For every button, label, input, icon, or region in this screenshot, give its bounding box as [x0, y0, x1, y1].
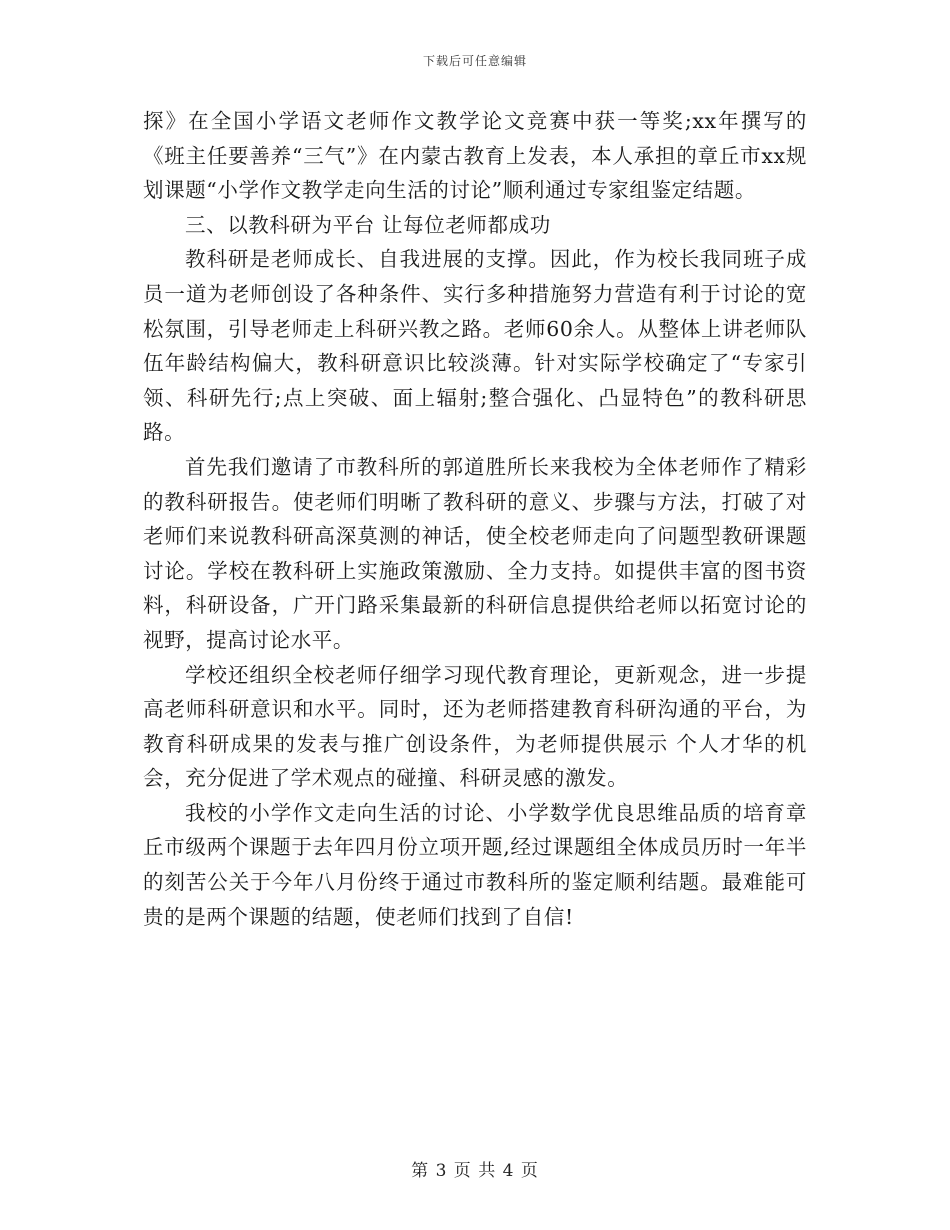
page-number: 第 3 页 共 4 页: [411, 1161, 539, 1181]
paragraph-theory-study: 学校还组织全校老师仔细学习现代教育理论，更新观念，进一步提高老师科研意识和水平。同时，还为老师搭建教育科研沟通的平台，为教育科研成果的发表与推广创设条件，为老师提供展示 个人才华的机会，充分促进了学术观点的碰撞、科研灵感的激发。: [143, 662, 807, 791]
paragraph-continuation: 探》在全国小学语文老师作文教学论文竞赛中获一等奖;xx年撰写的《班主任要善养“三气”》在内蒙古教育上发表，本人承担的章丘市xx规划课题“小学作文教学走向生活的讨论”顺利通过专家组鉴定结题。: [143, 109, 807, 203]
document-body: [143, 104, 807, 934]
paragraph-expert-report: 首先我们邀请了市教科所的郭道胜所长来我校为全体老师作了精彩的教科研报告。使老师们明晰了教科研的意义、步骤与方法，打破了对老师们来说教科研高深莫测的神话，使全校老师走向了问题型教研课题讨论。学校在教科研上实施政策激励、全力支持。如提供丰富的图书资料，科研设备，广开门路采集最新的科研信息提供给老师以拓宽讨论的视野，提高讨论水平。: [143, 454, 807, 652]
paragraph-research-support: 教科研是老师成长、自我进展的支撑。因此，作为校长我同班子成员一道为老师创设了各种条件、实行多种措施努力营造有利于讨论的宽松氛围，引导老师走上科研兴教之路。老师60余人。从整体上讲老师队伍年龄结构偏大，教科研意识比较淡薄。针对实际学校确定了“专家引领、科研先行;点上突破、面上辐射;整合强化、凸显特色”的教科研思路。: [143, 247, 807, 445]
header-note: 下载后可任意编辑: [422, 54, 527, 68]
section-heading: 三、以教科研为平台 让每位老师都成功: [185, 212, 551, 237]
paragraph-project-results: 我校的小学作文走向生活的讨论、小学数学优良思维品质的培育章丘市级两个课题于去年四月份立项开题,经过课题组全体成员历时一年半的刻苦公关于今年八月份终于通过市教科所的鉴定顺利结题。最难能可贵的是两个课题的结题，使老师们找到了自信!: [143, 800, 807, 929]
